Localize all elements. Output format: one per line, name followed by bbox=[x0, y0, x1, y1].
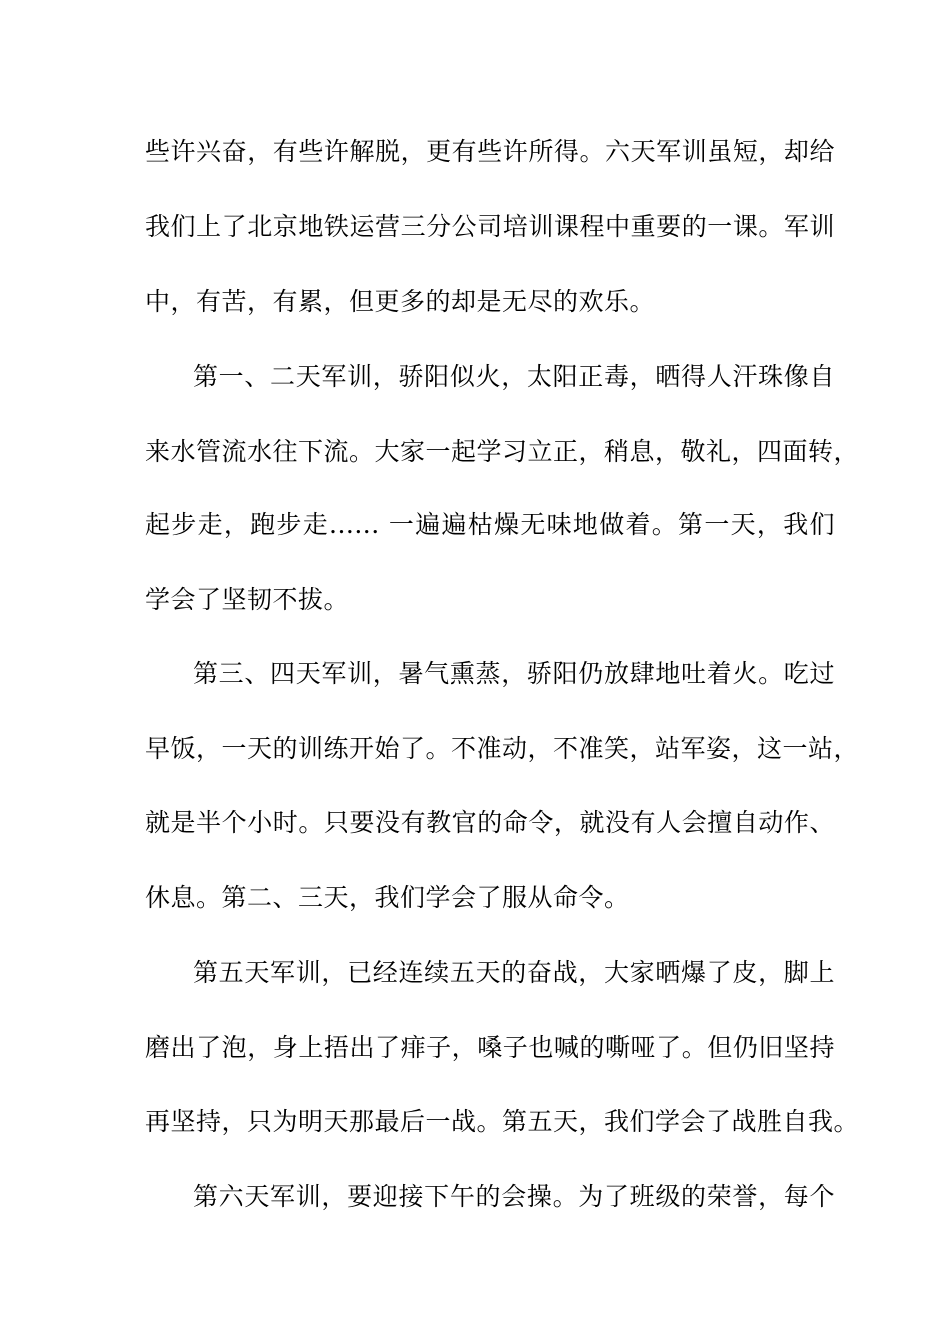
text-line-14: 再坚持，只为明天那最后一战。第五天，我们学会了战胜自我。 bbox=[145, 1107, 860, 1136]
text-line-4: 第一、二天军训，骄阳似火，太阳正毒，晒得人汗珠像自 bbox=[193, 362, 835, 391]
text-line-6: 起步走，跑步走...... 一遍遍枯燥无味地做着。第一天，我们 bbox=[145, 510, 835, 539]
text-line-15: 第六天军训，要迎接下午的会操。为了班级的荣誉，每个 bbox=[193, 1182, 835, 1211]
text-line-2: 我们上了北京地铁运营三分公司培训课程中重要的一课。军训 bbox=[145, 212, 835, 241]
text-line-5: 来水管流水往下流。大家一起学习立正，稍息，敬礼，四面转， bbox=[145, 437, 860, 466]
text-line-9: 早饭，一天的训练开始了。不准动，不准笑，站军姿，这一站， bbox=[145, 734, 860, 763]
text-line-7: 学会了坚韧不拔。 bbox=[145, 585, 350, 614]
text-line-10: 就是半个小时。只要没有教官的命令，就没有人会擅自动作、 bbox=[145, 808, 835, 837]
text-line-13: 磨出了泡，身上捂出了痱子，嗓子也喊的嘶哑了。但仍旧坚持 bbox=[145, 1033, 835, 1062]
text-line-8: 第三、四天军训，暑气熏蒸，骄阳仍放肆地吐着火。吃过 bbox=[193, 659, 835, 688]
text-line-12: 第五天军训，已经连续五天的奋战，大家晒爆了皮，脚上 bbox=[193, 958, 835, 987]
text-line-3: 中，有苦，有累，但更多的却是无尽的欢乐。 bbox=[145, 287, 656, 316]
text-line-11: 休息。第二、三天，我们学会了服从命令。 bbox=[145, 883, 630, 912]
text-line-1: 些许兴奋，有些许解脱，更有些许所得。六天军训虽短，却给 bbox=[145, 137, 835, 166]
